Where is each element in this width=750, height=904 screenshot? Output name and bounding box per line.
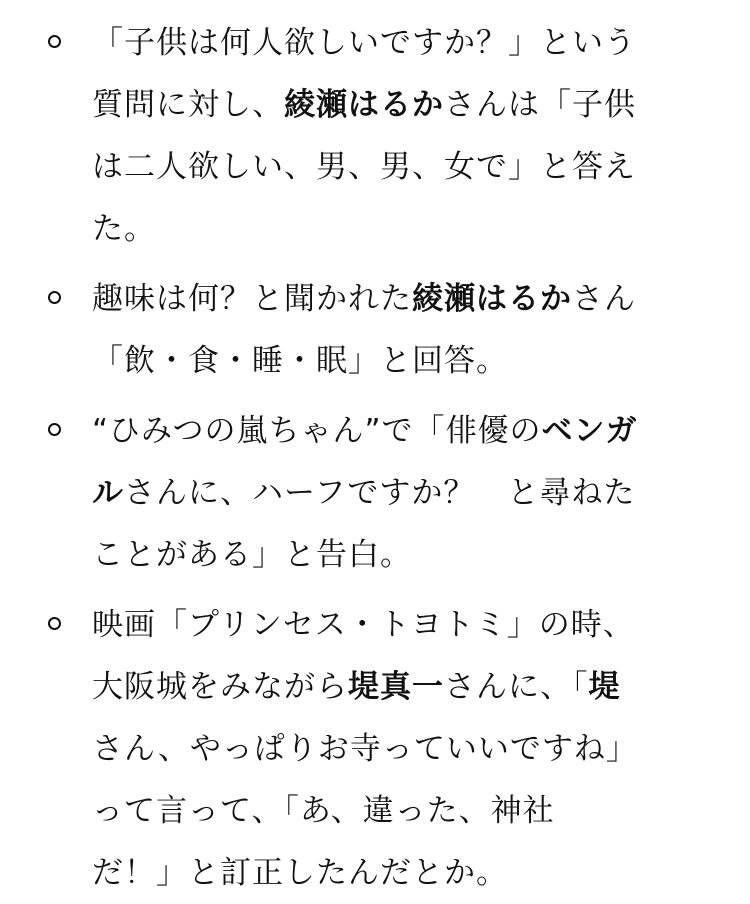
text-line: [92, 842, 670, 904]
text-line: [92, 12, 670, 74]
text-line: [92, 780, 670, 842]
hollow-circle-bullet-icon: [48, 423, 61, 436]
list-item: [0, 268, 750, 392]
bold-name-text: ベンガ: [541, 413, 638, 449]
body-text: 趣味は何？と聞かれた: [92, 281, 412, 317]
text-line: [92, 656, 670, 718]
bold-name-text: 綾瀬はるか: [284, 87, 444, 123]
bold-name-text: ル: [92, 475, 124, 511]
list-item: [0, 12, 750, 260]
body-text: 大阪城をみながら: [92, 669, 348, 705]
text-line: [92, 330, 670, 392]
body-text: 「子供は何人欲しいですか？」という: [92, 25, 636, 61]
hollow-circle-bullet-icon: [48, 35, 61, 48]
body-text: 質問に対し、: [92, 87, 284, 123]
body-text: さんに、ハーフですか？ と尋ねた: [124, 475, 636, 511]
bold-name-text: 堤: [588, 669, 621, 705]
body-text: は二人欲しい、男、男、女で」と答え: [92, 149, 636, 185]
text-line: [92, 74, 670, 136]
text-line: [92, 400, 670, 462]
body-text: さん: [572, 281, 636, 317]
text-line: [92, 524, 670, 586]
list-item: [0, 400, 750, 586]
hollow-circle-bullet-icon: [48, 617, 61, 630]
body-text: さんは「子供: [444, 87, 636, 123]
body-text: ことがある」と告白。: [92, 537, 412, 573]
body-text: “ひみつの嵐ちゃん”で「俳優の: [92, 413, 542, 449]
text-line: [92, 136, 670, 198]
body-text: だ！」と訂正したんだとか。: [92, 855, 508, 891]
hollow-circle-bullet-icon: [48, 291, 61, 304]
text-line: [92, 718, 670, 780]
text-line: [92, 198, 670, 260]
list-item: [0, 594, 750, 904]
body-text: さん、やっぱりお寺っていいですね」: [92, 731, 638, 767]
body-text: た。: [92, 211, 156, 247]
body-text: 「飲・食・睡・眠」と回答。: [92, 343, 508, 379]
bold-name-text: 堤真一: [348, 669, 444, 705]
body-text: って言って、「あ、違った、神社: [92, 793, 555, 829]
text-line: [92, 462, 670, 524]
body-text: さんに、「: [444, 669, 589, 705]
text-line: [92, 594, 670, 656]
bold-name-text: 綾瀬はるか: [412, 281, 572, 317]
body-text: 映画「プリンセス・トヨトミ」の時、: [92, 607, 635, 643]
text-line: [92, 268, 670, 330]
